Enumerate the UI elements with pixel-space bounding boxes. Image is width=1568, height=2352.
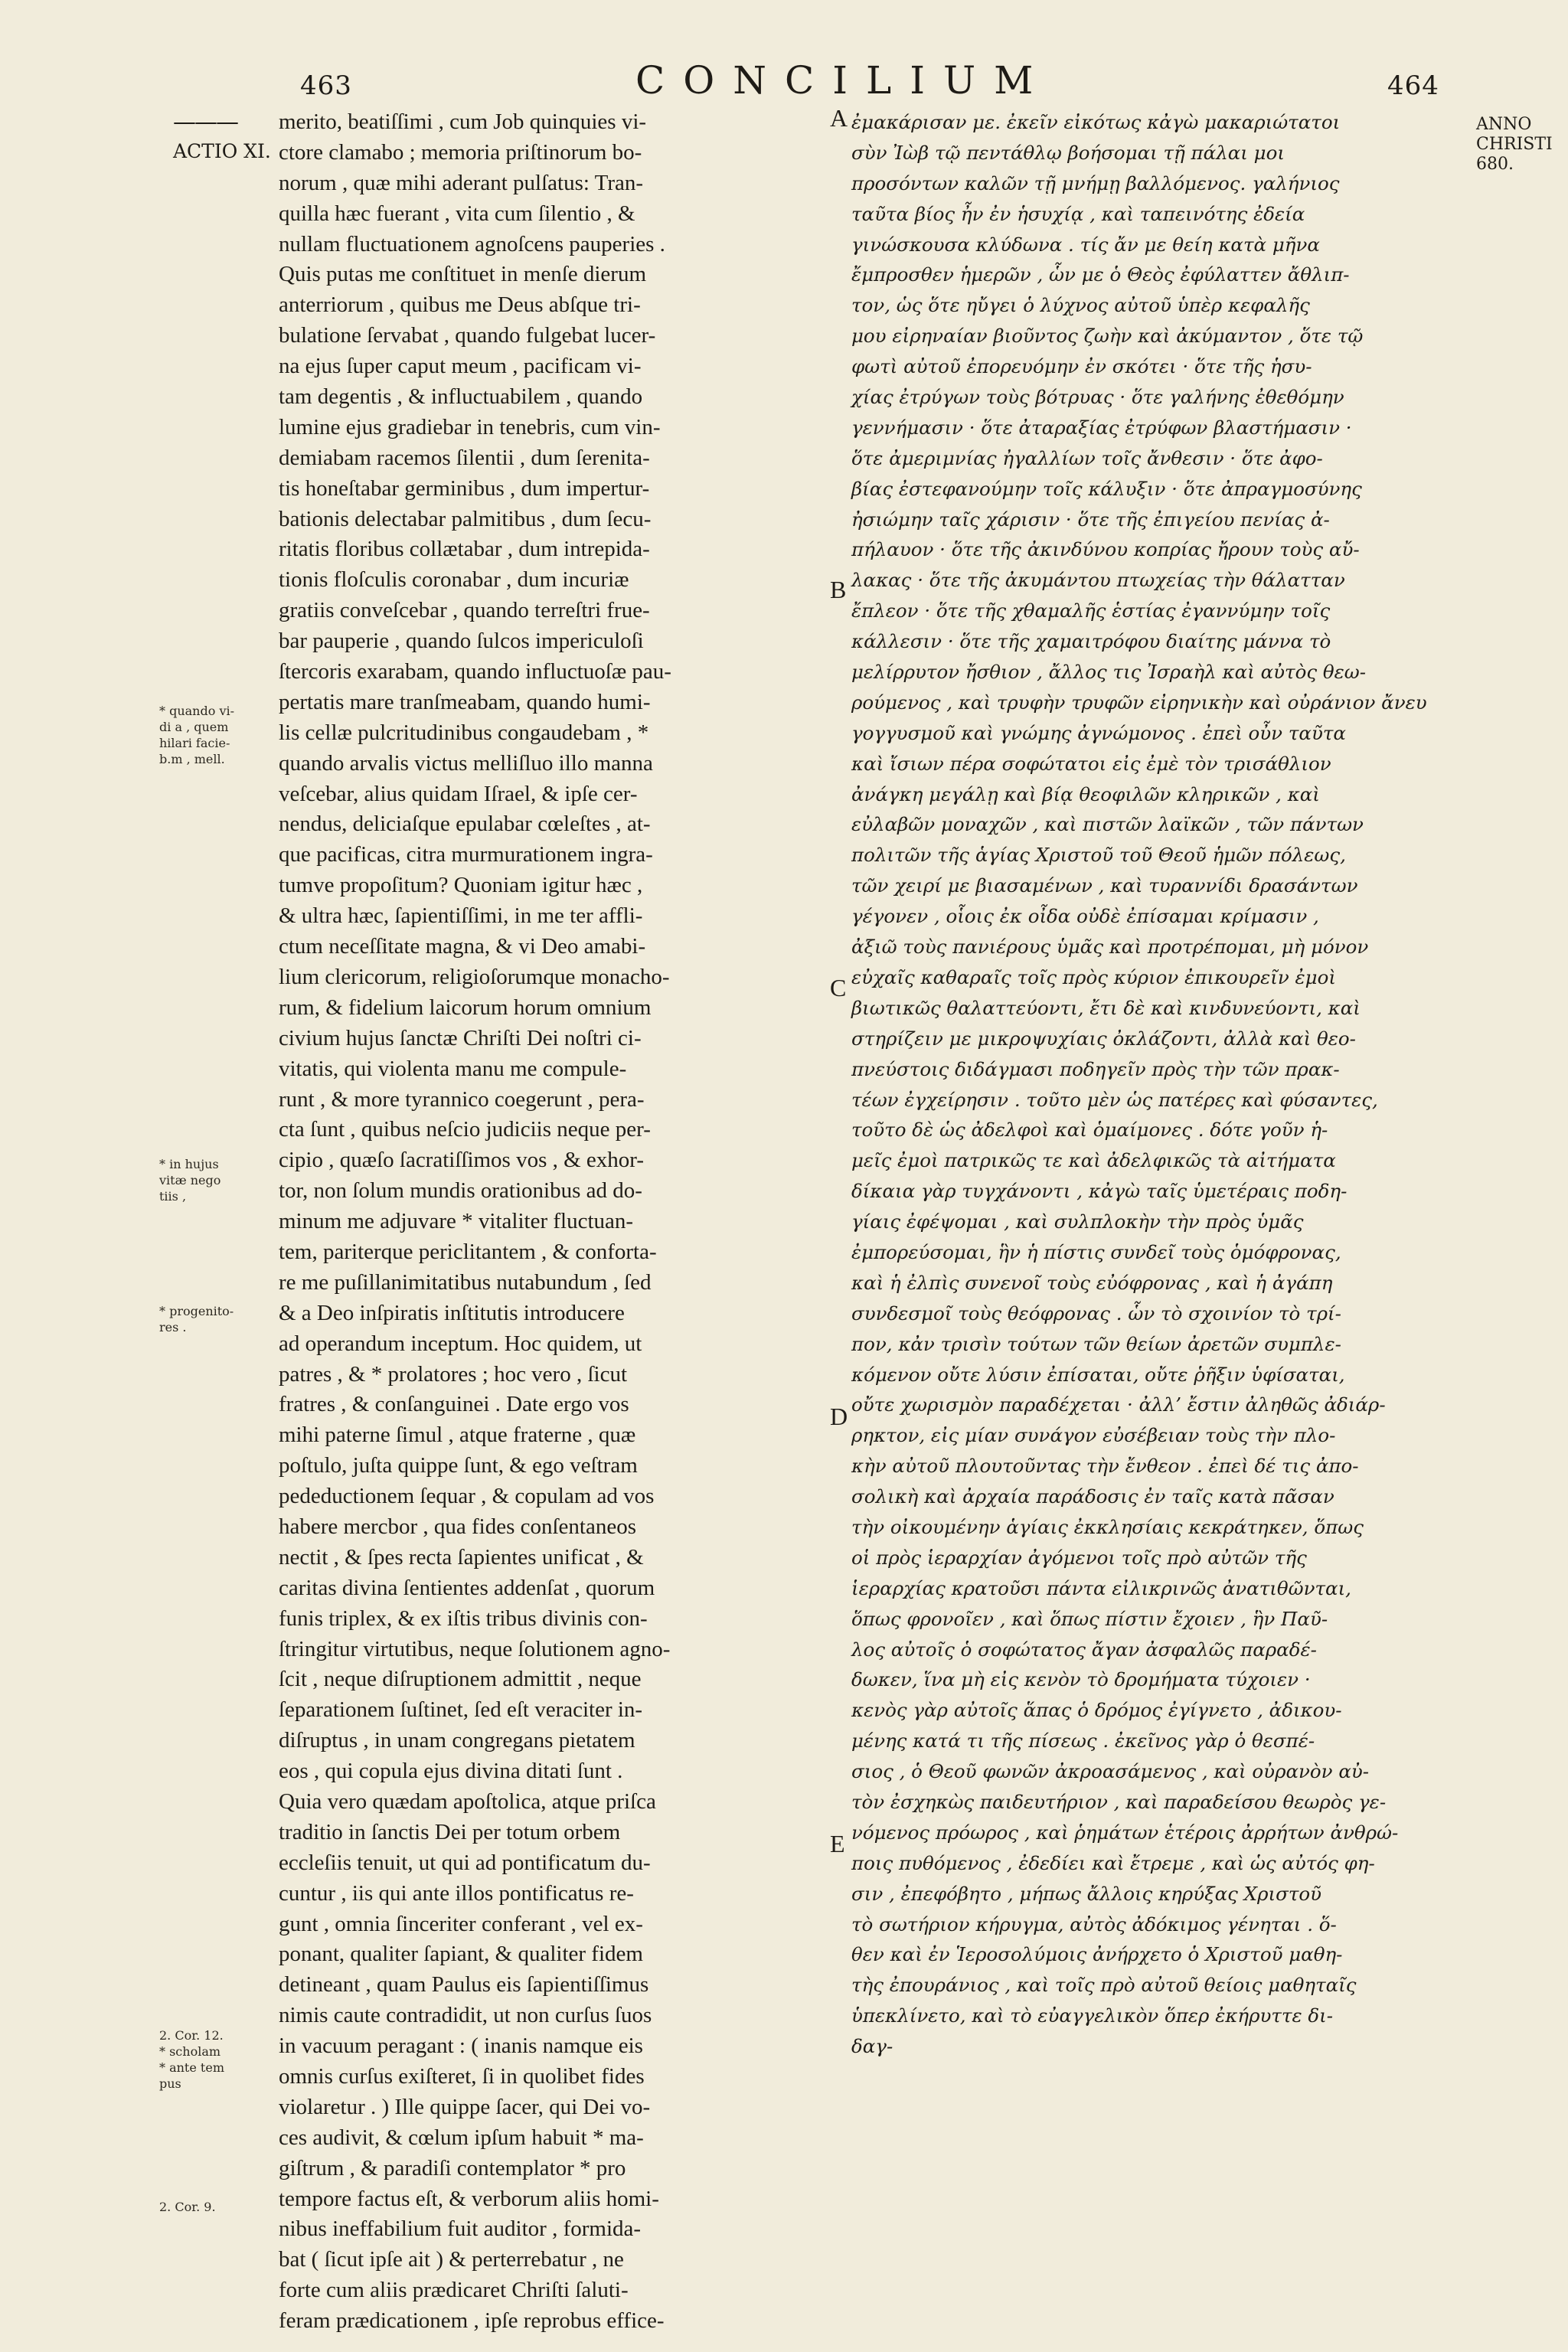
text-line: gratiis conveſcebar , quando terreſtri frue- bbox=[279, 598, 650, 623]
text-line: δαγ- bbox=[851, 2035, 893, 2058]
latin-text-column bbox=[279, 107, 830, 2337]
text-line: τέων ἐγχείρησιν . τοῦτο μὲν ὡς πατέρες καὶ φύσαντες, bbox=[851, 1088, 1378, 1111]
text-line: patres , & * prolatores ; hoc vero , ſicut bbox=[279, 1361, 628, 1387]
text-line: κάλλεσιν · ὅτε τῆς χαμαιτρόφου διαίτης μάννα τὸ bbox=[851, 630, 1331, 653]
margin-note-line: tiis , bbox=[159, 1189, 187, 1204]
text-line: δωκεν, ἵνα μὴ εἰς κενὸν τὸ δρομήματα τύχοιεν · bbox=[851, 1668, 1311, 1691]
text-line: nectit , & ſpes recta ſapientes unificat , & bbox=[279, 1544, 644, 1570]
text-line: eos , qui copula ejus divina ditati ſunt . bbox=[279, 1759, 623, 1784]
text-line: feram prædicationem , ipſe reprobus effice- bbox=[279, 2308, 665, 2334]
text-line: μελίρρυτον ἤσθιον , ἄλλος τις Ἰσραὴλ καὶ αὐτὸς θεω- bbox=[851, 661, 1367, 684]
text-line: Quia vero quædam apoſtolica, atque priſca bbox=[279, 1788, 656, 1814]
text-line: ποις πυθόμενος , ἐδεδίει καὶ ἔτρεμε , καὶ ὡς αὐτός φη- bbox=[851, 1851, 1375, 1874]
text-line: demiabam racemos ſilentii , dum ſerenita- bbox=[279, 445, 650, 470]
text-line: νόμενος πρόωρος , καὶ ῥημάτων ἑτέροις ἀρρήτων ἀνθρώ- bbox=[851, 1821, 1399, 1844]
text-line: γεννήμασιν · ὅτε ἀταραξίας ἐτρύφων βλαστήμασιν · bbox=[851, 416, 1352, 439]
text-line: fratres , & conſanguinei . Date ergo vos bbox=[279, 1392, 629, 1417]
text-line: χίας ἐτρύγων τοὺς βότρυας · ὅτε γαλήνης ἐθεθόμην bbox=[851, 386, 1344, 409]
margin-note-line: b.m , mell. bbox=[159, 752, 225, 766]
text-line: anterriorum , quibus me Deus abſque tri- bbox=[279, 292, 641, 318]
running-title: CONCILIUM bbox=[635, 58, 1052, 103]
text-line: ἠσιώμην ταῖς χάρισιν · ὅτε τῆς ἐπιγείου πενίας ἀ- bbox=[851, 508, 1330, 531]
margin-note-line: res . bbox=[159, 1320, 187, 1334]
text-line: tem, pariterque periclitantem , & conforta- bbox=[279, 1239, 657, 1264]
text-line: θεν καὶ ἐν Ἱεροσολύμοις ἀνήρχετο ὁ Χριστοῦ μαθη- bbox=[851, 1943, 1343, 1966]
text-line: πον, κἀν τρισὶν τούτων τῶν θείων ἀρετῶν συμπλε- bbox=[851, 1332, 1341, 1355]
text-line: πνεύστοις διδάγμασι ποδηγεῖν πρὸς τὴν τῶν πρακ- bbox=[851, 1057, 1340, 1080]
text-line: bulatione ſervabat , quando fulgebat lucer- bbox=[279, 323, 656, 348]
text-line: βιωτικῶς θαλαττεύοντι, ἔτι δὲ καὶ κινδυνεύοντι, καὶ bbox=[851, 996, 1361, 1019]
actio-margin-label bbox=[173, 109, 271, 162]
text-line: ἔμπροσθεν ἡμερῶν , ὧν με ὁ Θεὸς ἐφύλαττεν ἄθλιπ- bbox=[851, 263, 1350, 286]
text-line: vitatis, qui violenta manu me compule- bbox=[279, 1056, 627, 1081]
section-letter-e: E bbox=[830, 1830, 845, 1857]
text-line: ſtercoris exarabam, quando influctuoſæ pau- bbox=[279, 659, 671, 684]
text-line: tumve propoſitum? Quoniam igitur hæc , bbox=[279, 873, 643, 898]
text-line: σολικὴ καὶ ἀρχαία παράδοσις ἐν ταῖς κατὰ πᾶσαν bbox=[851, 1485, 1334, 1508]
text-line: forte cum aliis prædicaret Chriſti ſaluti- bbox=[279, 2278, 629, 2303]
text-line: in vacuum peragant : ( inanis namque eis bbox=[279, 2034, 643, 2059]
margin-note-line: vitæ nego bbox=[159, 1173, 221, 1187]
text-line: detineant , quam Paulus eis ſapientiſſimus bbox=[279, 1972, 649, 1998]
greek-text-column bbox=[851, 107, 1456, 2062]
text-line: ἔπλεον · ὅτε τῆς χθαμαλῆς ἑστίας ἐγαννύμην τοῖς bbox=[851, 599, 1331, 622]
text-line: εὐλαβῶν μοναχῶν , καὶ πιστῶν λαϊκῶν , τῶν πάντων bbox=[851, 813, 1364, 836]
margin-note bbox=[159, 2027, 276, 2092]
text-line: ὅτε ἀμεριμνίας ἠγαλλίων τοῖς ἄνθεσιν · ὅτε ἀφο- bbox=[851, 446, 1323, 469]
text-line: σιν , ἐπεφόβητο , μήπως ἄλλοις κηρύξας Χριστοῦ bbox=[851, 1882, 1322, 1905]
text-line: τῶν χειρί με βιασαμένων , καὶ τυραννίδι δρασάντων bbox=[851, 874, 1358, 897]
text-line: ἐμακάρισαν με. ἐκεῖν εἰκότως κἀγὼ μακαριώτατοι bbox=[851, 111, 1341, 133]
margin-note bbox=[159, 703, 276, 767]
text-line: cipio , quæſo ſacratiſſimos vos , & exhor- bbox=[279, 1148, 645, 1173]
text-line: que pacificas, citra murmurationem ingra- bbox=[279, 842, 653, 867]
margin-note-line: 2. Cor. 12. bbox=[159, 2028, 224, 2043]
text-line: ὅπως φρονοῖεν , καὶ ὅπως πίστιν ἔχοιεν , ἣν Παῦ- bbox=[851, 1607, 1328, 1630]
text-line: ritatis floribus collætabar , dum intrepida- bbox=[279, 537, 650, 562]
text-line: ὑπεκλίνετο, καὶ τὸ εὐαγγελικὸν ὅπερ ἐκήρυττε δι- bbox=[851, 2004, 1334, 2027]
text-line: δίκαια γὰρ τυγχάνοντι , κἀγὼ ταῖς ὑμετέραις ποδη- bbox=[851, 1180, 1348, 1203]
margin-note bbox=[159, 1303, 276, 1335]
text-line: pedeductionem ſequar , & copulam ad vos bbox=[279, 1484, 655, 1509]
text-line: ſcit , neque diſruptionem admittit , neque bbox=[279, 1667, 642, 1692]
text-line: κενὸς γὰρ αὐτοῖς ἅπας ὁ δρόμος ἐγίγνετο , ἀδικου- bbox=[851, 1699, 1342, 1722]
text-line: μου εἰρηναίαν βιοῦντος ζωὴν καὶ ἀκύμαντον , ὅτε τῷ bbox=[851, 325, 1364, 348]
text-line: ἱεραρχίας κρατοῦσι πάντα εἰλικρινῶς ἀνατιθῶνται, bbox=[851, 1576, 1351, 1599]
text-line: re me puſillanimitatibus nutabundum , ſed bbox=[279, 1269, 652, 1295]
margin-note bbox=[159, 2199, 276, 2215]
text-line: habere mercbor , qua fides conſentaneos bbox=[279, 1514, 637, 1539]
margin-note-line: hilari facie- bbox=[159, 736, 230, 750]
actio-label: ACTIO XI. bbox=[173, 140, 271, 162]
text-line: στηρίζειν με μικροψυχίαις ὀκλάζοντι, ἀλλὰ καὶ θεο- bbox=[851, 1027, 1356, 1050]
text-line: tionis floſculis coronabar , dum incuriæ bbox=[279, 567, 629, 593]
margin-note-line: * in hujus bbox=[159, 1157, 219, 1171]
text-line: ſtringitur virtutibus, neque ſolutionem agno- bbox=[279, 1636, 671, 1661]
text-line: κὴν αὐτοῦ πλουτοῦντας τὴν ἔνθεον . ἐπεὶ δέ τις ἀπο- bbox=[851, 1455, 1359, 1478]
text-line: nendus, deliciaſque epulabar cœleſtes , at- bbox=[279, 812, 651, 837]
text-line: na ejus ſuper caput meum , pacificam vi- bbox=[279, 354, 642, 379]
text-line: Quis putas me conſtituet in menſe dierum bbox=[279, 262, 647, 287]
text-line: norum , quæ mihi aderant pulſatus: Tran- bbox=[279, 170, 644, 195]
text-line: bar pauperie , quando ſulcos impericuloſi bbox=[279, 629, 644, 654]
text-line: πήλαυον · ὅτε τῆς ἀκινδύνου κοπρίας ἤρουν τοὺς αὔ- bbox=[851, 538, 1360, 561]
text-line: ρούμενος , καὶ τρυφὴν τρυφῶν εἰρηνικὴν καὶ οὐράνιον ἄνευ bbox=[851, 691, 1427, 714]
margin-note-line: di a , quem bbox=[159, 720, 229, 734]
text-line: ctum neceſſitate magna, & vi Deo amabi- bbox=[279, 934, 646, 959]
margin-note bbox=[159, 1156, 276, 1204]
text-line: τὸν ἐσχηκὼς παιδευτήριον , καὶ παραδείσου θεωρὸς γε- bbox=[851, 1790, 1387, 1813]
page-number-left: 463 bbox=[300, 70, 352, 101]
text-line: τὴς ἐπουράνιος , καὶ τοῖς πρὸ αὐτοῦ θείοις μαθηταῖς bbox=[851, 1974, 1357, 1997]
text-line: σιος , ὁ Θεοῦ φωνῶν ἀκροασάμενος , καὶ οὐρανὸν αὐ- bbox=[851, 1760, 1370, 1783]
text-line: nibus ineffabilium fuit auditor , formida- bbox=[279, 2216, 642, 2242]
text-line: γίαις ἐφέψομαι , καὶ συλπλοκὴν τὴν πρὸς ὑμᾶς bbox=[851, 1210, 1304, 1233]
text-line: λος αὐτοῖς ὁ σοφώτατος ἄγαν ἀσφαλῶς παραδέ- bbox=[851, 1638, 1317, 1661]
text-line: βίας ἐστεφανούμην τοῖς κάλυξιν · ὅτε ἀπραγμοσύνης bbox=[851, 477, 1362, 500]
text-line: ρηκτον, εἰς μίαν συνάγον εὐσέβειαν τοὺς τὴν πλο- bbox=[851, 1424, 1336, 1447]
text-line: lium clericorum, religioſorumque monacho- bbox=[279, 964, 670, 989]
text-line: συνδεσμοῖ τοὺς θεόφρονας . ὧν τὸ σχοινίον τὸ τρί- bbox=[851, 1302, 1341, 1325]
text-line: τὸ σωτήριον κήρυγμα, αὐτὸς ἀδόκιμος γένηται . ὅ- bbox=[851, 1913, 1337, 1936]
text-line: καὶ ἴσιων πέρα σοφώτατοι εἰς ἐμὲ τὸν τρισάθλιον bbox=[851, 752, 1331, 775]
text-line: civium hujus ſanctæ Chriſti Dei noſtri ci- bbox=[279, 1025, 642, 1050]
text-line: merito, beatiſſimi , cum Job quinquies vi- bbox=[279, 109, 647, 134]
text-line: tam degentis , & influctuabilem , quando bbox=[279, 384, 643, 410]
section-letter-c: C bbox=[830, 974, 847, 1001]
text-line: καὶ ἡ ἐλπὶς συνενοῖ τοὺς εὐόφρονας , καὶ ἡ ἀγάπη bbox=[851, 1271, 1333, 1294]
text-line: quilla hæc fuerant , vita cum ſilentio , & bbox=[279, 201, 635, 226]
text-line: bat ( ſicut ipſe ait ) & perterrebatur , ne bbox=[279, 2247, 624, 2272]
margin-note-line: 2. Cor. 9. bbox=[159, 2200, 216, 2214]
text-line: γέγονεν , οἷοις ἐκ οἶδα οὐδὲ ἐπίσαμαι κρίμασιν , bbox=[851, 905, 1319, 928]
anno-line: CHRISTI bbox=[1476, 135, 1553, 154]
page-number-right: 464 bbox=[1387, 70, 1439, 101]
text-line: ἀνάγκη μεγάλῃ καὶ βίᾳ θεοφιλῶν κληρικῶν , καὶ bbox=[851, 782, 1320, 805]
text-line: ad operandum inceptum. Hoc quidem, ut bbox=[279, 1331, 642, 1356]
text-line: ctore clamabo ; memoria priſtinorum bo- bbox=[279, 139, 642, 165]
text-line: πολιτῶν τῆς ἁγίας Χριστοῦ τοῦ Θεοῦ ἡμῶν πόλεως, bbox=[851, 844, 1346, 867]
section-letter-b: B bbox=[830, 576, 847, 603]
text-line: & ultra hæc, ſapientiſſimi, in me ter affli- bbox=[279, 903, 643, 929]
text-line: lis cellæ pulcritudinibus congaudebam , * bbox=[279, 720, 649, 745]
text-line: violaretur . ) Ille quippe ſacer, qui Dei vo- bbox=[279, 2094, 651, 2119]
text-line: & a Deo inſpiratis inſtitutis introducere bbox=[279, 1300, 625, 1325]
margin-rule: ——— bbox=[173, 109, 237, 136]
text-line: lumine ejus gradiebar in tenebris, cum vin- bbox=[279, 414, 661, 439]
text-line: μεῖς ἐμοὶ πατρικῶς τε καὶ ἀδελφικῶς τὰ αἰτήματα bbox=[851, 1149, 1336, 1172]
text-line: ces audivit, & cœlum ipſum habuit * ma- bbox=[279, 2125, 644, 2150]
text-line: omnis curſus exiſteret, ſi in quolibet fides bbox=[279, 2064, 645, 2089]
text-line: εὐχαῖς καθαραῖς τοῖς πρὸς κύριον ἐπικουρεῖν ἐμοὶ bbox=[851, 965, 1336, 988]
text-line: bationis delectabar palmitibus , dum ſecu- bbox=[279, 506, 652, 531]
anno-line: ANNO bbox=[1476, 115, 1532, 134]
anno-christi-note bbox=[1476, 115, 1566, 175]
text-line: veſcebar, alius quidam Iſrael, & ipſe cer- bbox=[279, 781, 638, 806]
text-line: ſeparationem ſuſtinet, ſed eſt veraciter in- bbox=[279, 1697, 643, 1723]
section-letter-d: D bbox=[830, 1403, 848, 1430]
text-line: ἀξιῶ τοὺς πανιέρους ὑμᾶς καὶ προτρέπομαι, μὴ μόνον bbox=[851, 936, 1369, 959]
text-line: gunt , omnia ſinceriter conferant , vel ex- bbox=[279, 1911, 643, 1936]
text-line: diſruptus , in unam congregans pietatem bbox=[279, 1728, 635, 1753]
text-line: traditio in ſanctis Dei per totum orbem bbox=[279, 1819, 621, 1844]
text-line: giſtrum , & paradiſi contemplator * pro bbox=[279, 2155, 626, 2180]
text-line: ponant, qualiter ſapiant, & qualiter fidem bbox=[279, 1942, 643, 1967]
text-line: οὔτε χωρισμὸν παραδέχεται · ἀλλ’ ἔστιν ἀληθῶς ἀδιάρ- bbox=[851, 1393, 1386, 1416]
text-line: μένης κατά τι τῆς πίσεως . ἐκεῖνος γὰρ ὁ θεσπέ- bbox=[851, 1730, 1315, 1753]
text-line: tempore factus eſt, & verborum aliis homi- bbox=[279, 2186, 659, 2211]
text-line: cuntur , iis qui ante illos pontificatus re- bbox=[279, 1880, 634, 1906]
text-line: funis triplex, & ex iſtis tribus divinis con- bbox=[279, 1606, 648, 1631]
text-line: tor, non ſolum mundis orationibus ad do- bbox=[279, 1178, 642, 1204]
text-line: τον, ὡς ὅτε ηὔγει ὁ λύχνος αὐτοῦ ὑπὲρ κεφαλῆς bbox=[851, 294, 1310, 317]
text-line: ἐμπορεύσομαι, ἣν ἡ πίστις συνδεῖ τοὺς ὁμόφρονας, bbox=[851, 1240, 1341, 1263]
text-line: φωτὶ αὐτοῦ ἐπορευόμην ἐν σκότει · ὅτε τῆς ἡσυ- bbox=[851, 355, 1312, 378]
text-line: nimis caute contradidit, ut non curſus ſuos bbox=[279, 2003, 652, 2028]
margin-note-line: * ante tem bbox=[159, 2060, 224, 2075]
margin-note-line: * quando vi- bbox=[159, 704, 234, 718]
text-line: τοῦτο δὲ ὡς ἀδελφοὶ καὶ ὁμαίμονες . δότε γοῦν ἡ- bbox=[851, 1119, 1328, 1142]
text-line: κόμενον οὔτε λύσιν ἐπίσαται, οὔτε ῥῆξιν ὑφίσαται, bbox=[851, 1363, 1345, 1386]
text-line: λακας · ὅτε τῆς ἀκυμάντου πτωχείας τὴν θάλατταν bbox=[851, 569, 1345, 592]
text-line: τὴν οἰκουμένην ἁγίαις ἐκκλησίαις κεκράτηκεν, ὅπως bbox=[851, 1515, 1364, 1538]
text-line: cta ſunt , quibus neſcio judiciis neque per- bbox=[279, 1117, 651, 1142]
text-line: runt , & more tyrannico coegerunt , pera- bbox=[279, 1086, 645, 1112]
text-line: nullam fluctuationem agnoſcens pauperies . bbox=[279, 231, 665, 256]
text-line: γινώσκουσα κλύδωνα . τίς ἄν με θείη κατὰ μῆνα bbox=[851, 233, 1320, 256]
text-line: προσόντων καλῶν τῇ μνήμῃ βαλλόμενος. γαλήνιος bbox=[851, 172, 1340, 194]
text-line: rum, & fidelium laicorum horum omnium bbox=[279, 995, 652, 1020]
text-line: minum me adjuvare * vitaliter fluctuan- bbox=[279, 1209, 634, 1234]
margin-note-line: * progenito- bbox=[159, 1304, 234, 1318]
margin-note-line: pus bbox=[159, 2076, 181, 2091]
margin-note-line: * scholam bbox=[159, 2044, 221, 2059]
text-line: poſtulo, juſta quippe ſunt, & ego veſtram bbox=[279, 1453, 638, 1478]
text-line: quando arvalis victus melliſluo illo manna bbox=[279, 750, 653, 776]
section-letter-a: A bbox=[830, 104, 848, 132]
anno-line: 680. bbox=[1476, 155, 1514, 174]
text-line: οἱ πρὸς ἱεραρχίαν ἀγόμενοι τοῖς πρὸ αὐτῶν τῆς bbox=[851, 1546, 1307, 1569]
text-line: σὺν Ἰὼβ τῷ πεντάθλῳ βοήσομαι τῇ πάλαι μοι bbox=[851, 141, 1285, 164]
text-line: γογγυσμοῦ καὶ γνώμης ἀγνώμονος . ἐπεὶ οὖν ταῦτα bbox=[851, 721, 1346, 744]
text-line: pertatis mare tranſmeabam, quando humi- bbox=[279, 689, 651, 714]
text-line: eccleſiis tenuit, ut qui ad pontificatum du- bbox=[279, 1850, 651, 1875]
text-line: caritas divina ſentientes addenſat , quorum bbox=[279, 1575, 655, 1600]
text-line: tis honeſtabar germinibus , dum impertur- bbox=[279, 475, 650, 501]
text-line: ταῦτα βίος ἦν ἐν ἡσυχίᾳ , καὶ ταπεινότης ἐδεία bbox=[851, 202, 1305, 225]
text-line: mihi paterne ſimul , atque fraterne , quæ bbox=[279, 1423, 636, 1448]
